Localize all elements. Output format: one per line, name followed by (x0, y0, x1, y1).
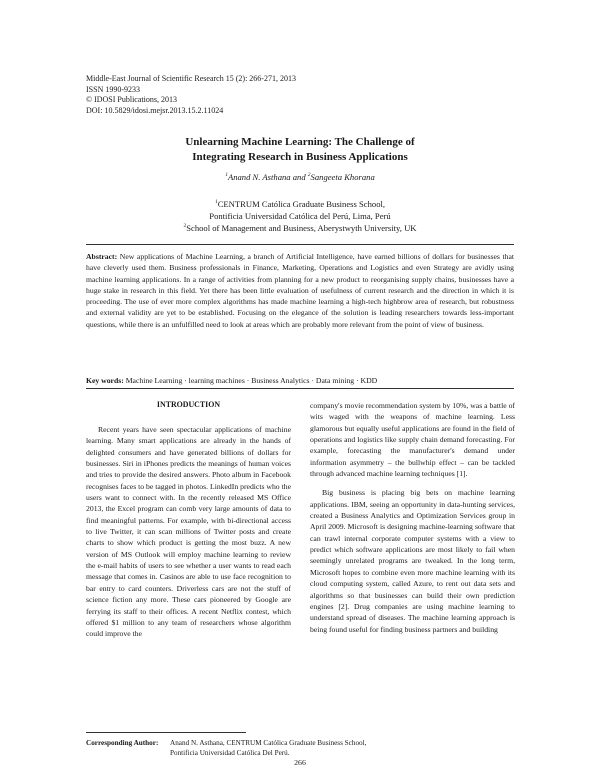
issn: ISSN 1990-9233 (86, 84, 141, 94)
copyright: © IDOSI Publications, 2013 (86, 95, 177, 105)
journal-citation: Middle-East Journal of Scientific Research 15 (2): 266-271, 2013 (86, 74, 296, 83)
intro-paragraph-1-continued: company's movie recommendation system by 10%, was a battle of wits waged with the weapons of machine learning. Less glamorous but equally useful applications are found in the field of operations and logistics like supply chain demand forecasting. For example, forecasting the manufacturer's demand under information asymmetry – the bullwhip effect – can be tackled through advanced machine learning techniques [1]. (310, 401, 515, 479)
title-line-2: Integrating Research in Business Applications (192, 151, 408, 163)
abstract-label: Abstract: (86, 252, 118, 261)
abstract-text: New applications of Machine Learning, a branch of Artificial Intelligence, have earned billions of dollars for businesses that have cleverly used them. Business professionals in Finance, Marketing, Operations and Logistics and even Strategy are avidly using machine learning applications. In a range of activities from planning for a new product to reorganising supply chains, businesses have a huge stake in research in this field. Yet there has been little evaluation of usefulness of current research and the direction in which it is proceeding. The use of ever more complex algorithms has made machine learning a high-tech highbrow area of research, but robustness and external validity are yet to be established. Focusing on the elegance of the solution is leading researchers towards less-important questions, while there is an unfulfilled need to look at areas which are probably more relevant from the point of view of business. (86, 252, 515, 329)
journal-header (86, 74, 296, 116)
corresponding-text-1: Anand N. Asthana, CENTRUM Católica Graduate Business School, (170, 739, 367, 747)
author-2: Sangeeta Khorana (310, 172, 375, 182)
affiliation-2-text: School of Management and Business, Aberystwyth University, UK (186, 222, 417, 233)
abstract (86, 251, 514, 330)
affiliations (0, 199, 600, 234)
corresponding-text-2: Pontificia Universidad Católica Del Perú. (170, 749, 290, 757)
introduction-heading: INTRODUCTION (156, 400, 221, 409)
corresponding-author (86, 738, 366, 758)
keywords-bottom-rule (86, 388, 514, 389)
affiliation-1-line-1 (0, 199, 600, 211)
intro-paragraph-1: Recent years have seen spectacular applications of machine learning. Many smart applications are already in the hands of delighted consumers and have generated billions of dollars for businesses. Siri in iPhones predicts the meanings of human voices and tries to provide the desired answers. Photo album in Facebook recognises faces to be tagged in photos. LinkedIn predicts who the users want to connect with. In the recently released MS Office 2013, the Excel program can comb very large amounts of data to find meaningful patterns. For example, with bi-directional access to live Twitter, it can scan millions of Twitter posts and create charts to show which product is getting the most buzz. A new version of MS Outlook will employ machine learning to review the e-mail habits of users to see whether a user wants to read each message that comes in. Casinos are able to use face recognition to bar entry to card counters. Driverless cars are not the stuff of science fiction any more. These cars pioneered by Google are ferrying its staff to their offices. A recent Netflix contest, which offered $1 million to any team of researchers whose algorithm could improve the (86, 425, 291, 639)
footnote-rule (86, 732, 246, 733)
abstract-top-rule (86, 244, 514, 245)
affiliation-2-sup: 2 (183, 222, 187, 229)
doi: DOI: 10.5829/idosi.mejsr.2013.15.2.11024 (86, 105, 224, 115)
corresponding-label: Corresponding Author: (86, 739, 159, 747)
author-list (0, 172, 600, 182)
left-column (86, 424, 291, 640)
affiliation-1-line-2: Pontificia Universidad Católica del Perú, Lima, Perú (209, 210, 391, 221)
affiliation-1-sup: 1 (214, 199, 218, 206)
paper-title (0, 135, 600, 165)
keywords-label: Key words: (86, 376, 124, 385)
page-number: 266 (294, 758, 306, 767)
keywords-text: Machine Learning · learning machines · Business Analytics · Data mining · KDD (125, 376, 378, 385)
keywords (86, 375, 514, 386)
intro-paragraph-2: Big business is placing big bets on machine learning applications. IBM, seeing an opportunity in data-hunting services, created a Business Analytics and Optimization Services group in April 2009. Microsoft is designing machine-learning software that can trawl internal corporate computer systems with a view to predict which software applications are most likely to fail when seemingly unrelated programs are tweaked. In the long term, Microsoft hopes to combine even more machine learning with its cloud computing system, called Azure, to rent out data sets and algorithms so that businesses can build their own prediction engines [2]. Drug companies are using machine learning to understand spread of diseases. The machine learning approach is being found useful for finding business partners and building (310, 488, 515, 634)
affiliation-2 (0, 223, 600, 235)
author1-sup: 1 (225, 172, 228, 179)
right-column (310, 400, 515, 635)
title-line-1: Unlearning Machine Learning: The Challenge of (185, 136, 415, 148)
corresponding-line-1 (86, 738, 366, 748)
author-1: Anand N. Asthana (227, 172, 291, 182)
author-separator: and (290, 172, 308, 182)
author2-sup: 2 (307, 172, 311, 179)
affiliation-1-text: CENTRUM Católica Graduate Business School, (217, 199, 386, 209)
